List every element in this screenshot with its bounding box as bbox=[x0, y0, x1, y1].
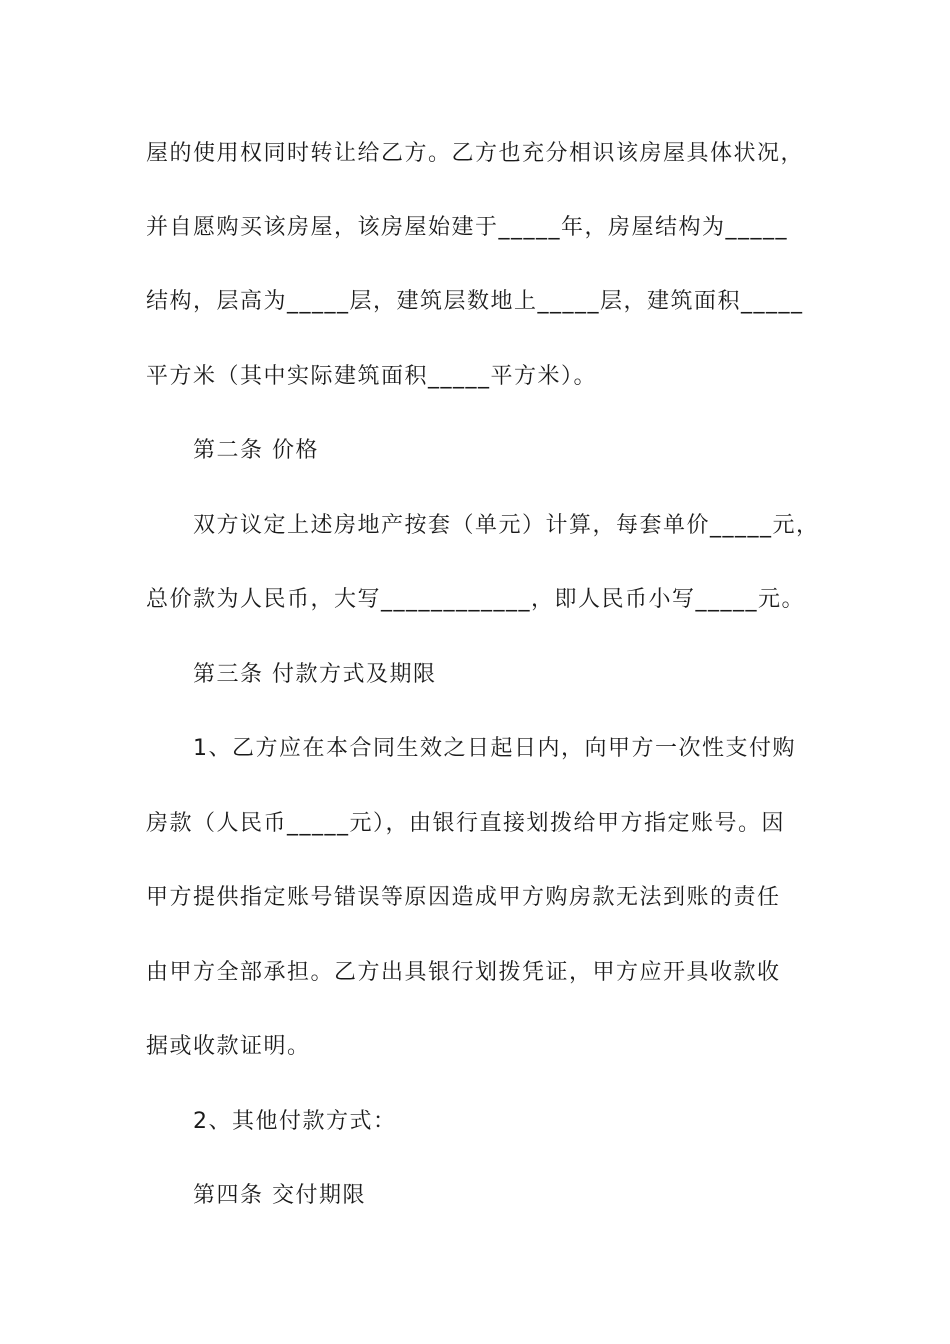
section-heading-payment: 第三条 付款方式及期限 bbox=[193, 662, 437, 687]
paragraph-line: 平方米（其中实际建筑面积_____平方米）。 bbox=[146, 364, 598, 389]
section-heading-delivery: 第四条 交付期限 bbox=[193, 1183, 366, 1208]
paragraph-line: 并自愿购买该房屋，该房屋始建于_____年，房屋结构为_____ bbox=[146, 215, 789, 240]
paragraph-line: 由甲方全部承担。乙方出具银行划拨凭证，甲方应开具收款收 bbox=[146, 960, 781, 985]
paragraph-line: 2、其他付款方式： bbox=[193, 1109, 397, 1134]
paragraph-line: 结构，层高为_____层，建筑层数地上_____层，建筑面积_____ bbox=[146, 289, 804, 314]
section-heading-price: 第二条 价格 bbox=[193, 438, 319, 463]
paragraph-line: 总价款为人民币，大写____________，即人民币小写_____元。 bbox=[146, 587, 806, 612]
paragraph-line: 房款（人民币_____元），由银行直接划拨给甲方指定账号。因 bbox=[146, 811, 786, 836]
paragraph-line: 双方议定上述房地产按套（单元）计算，每套单价_____元， bbox=[193, 513, 820, 538]
paragraph-line: 屋的使用权同时转让给乙方。乙方也充分相识该房屋具体状况， bbox=[146, 141, 805, 166]
paragraph-line: 据或收款证明。 bbox=[146, 1034, 311, 1059]
paragraph-line: 甲方提供指定账号错误等原因造成甲方购房款无法到账的责任 bbox=[146, 885, 781, 910]
paragraph-line: 1、乙方应在本合同生效之日起日内，向甲方一次性支付购 bbox=[193, 736, 796, 761]
